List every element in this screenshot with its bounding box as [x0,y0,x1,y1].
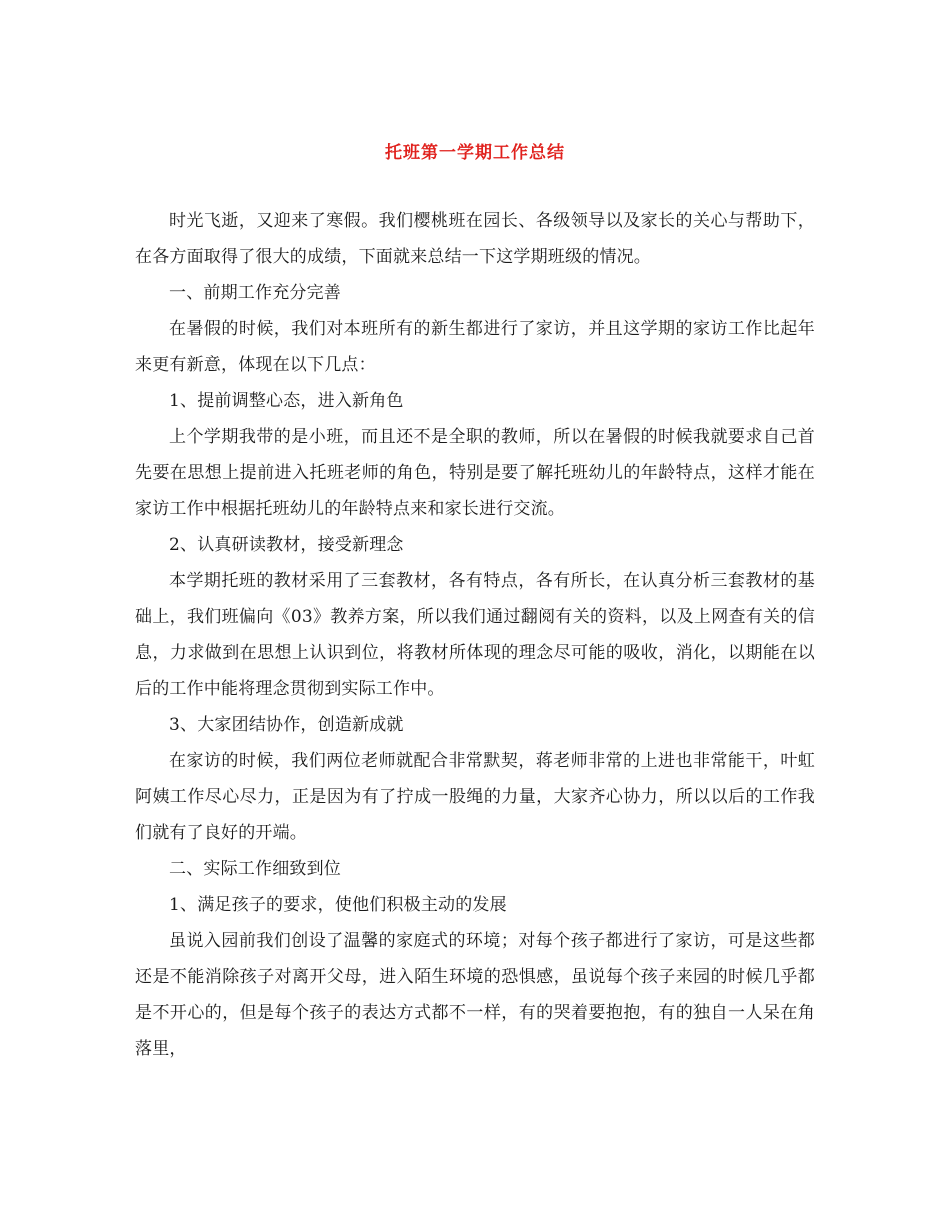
document-title: 托班第一学期工作总结 [385,143,565,163]
paragraph: 虽说入园前我们创设了温馨的家庭式的环境；对每个孩子都进行了家访，可是这些都还是不能消除孩子对离开父母，进入陌生环境的恐惧感，虽说每个孩子来园的时候几乎都是不开心的，但是每个孩子的表达方式都不一样，有的哭着要抱抱，有的独自一人呆在角落里， [135,931,815,1059]
paragraph: 上个学期我带的是小班，而且还不是全职的教师，所以在暑假的时候我就要求自己首先要在思想上提前进入托班老师的角色，特别是要了解托班幼儿的年龄特点，这样才能在家访工作中根据托班幼儿的年龄特点来和家长进行交流。 [135,427,815,519]
subheading: 1、满足孩子的要求，使他们积极主动的发展 [169,895,507,915]
paragraph-intro: 时光飞逝，又迎来了寒假。我们樱桃班在园长、各级领导以及家长的关心与帮助下，在各方面取得了很大的成绩，下面就来总结一下这学期班级的情况。 [135,211,815,267]
paragraph: 本学期托班的教材采用了三套教材，各有特点，各有所长，在认真分析三套教材的基础上，我们班偏向《03》教养方案，所以我们通过翻阅有关的资料，以及上网查有关的信息，力求做到在思想上认识到位，将教材所体现的理念尽可能的吸收，消化，以期能在以后的工作中能将理念贯彻到实际工作中。 [135,571,815,699]
subheading: 3、大家团结协作，创造新成就 [169,715,404,735]
subheading: 1、提前调整心态，进入新角色 [169,391,404,411]
subheading: 2、认真研读教材，接受新理念 [169,535,404,555]
paragraph: 在家访的时候，我们两位老师就配合非常默契，蒋老师非常的上进也非常能干，叶虹阿姨工作尽心尽力，正是因为有了拧成一股绳的力量，大家齐心协力，所以以后的工作我们就有了良好的开端。 [135,751,815,843]
paragraph: 在暑假的时候，我们对本班所有的新生都进行了家访，并且这学期的家访工作比起年来更有新意，体现在以下几点： [135,319,815,375]
section-heading-1: 一、前期工作充分完善 [169,283,341,303]
section-heading-2: 二、实际工作细致到位 [169,859,341,879]
document-body [135,203,815,1067]
